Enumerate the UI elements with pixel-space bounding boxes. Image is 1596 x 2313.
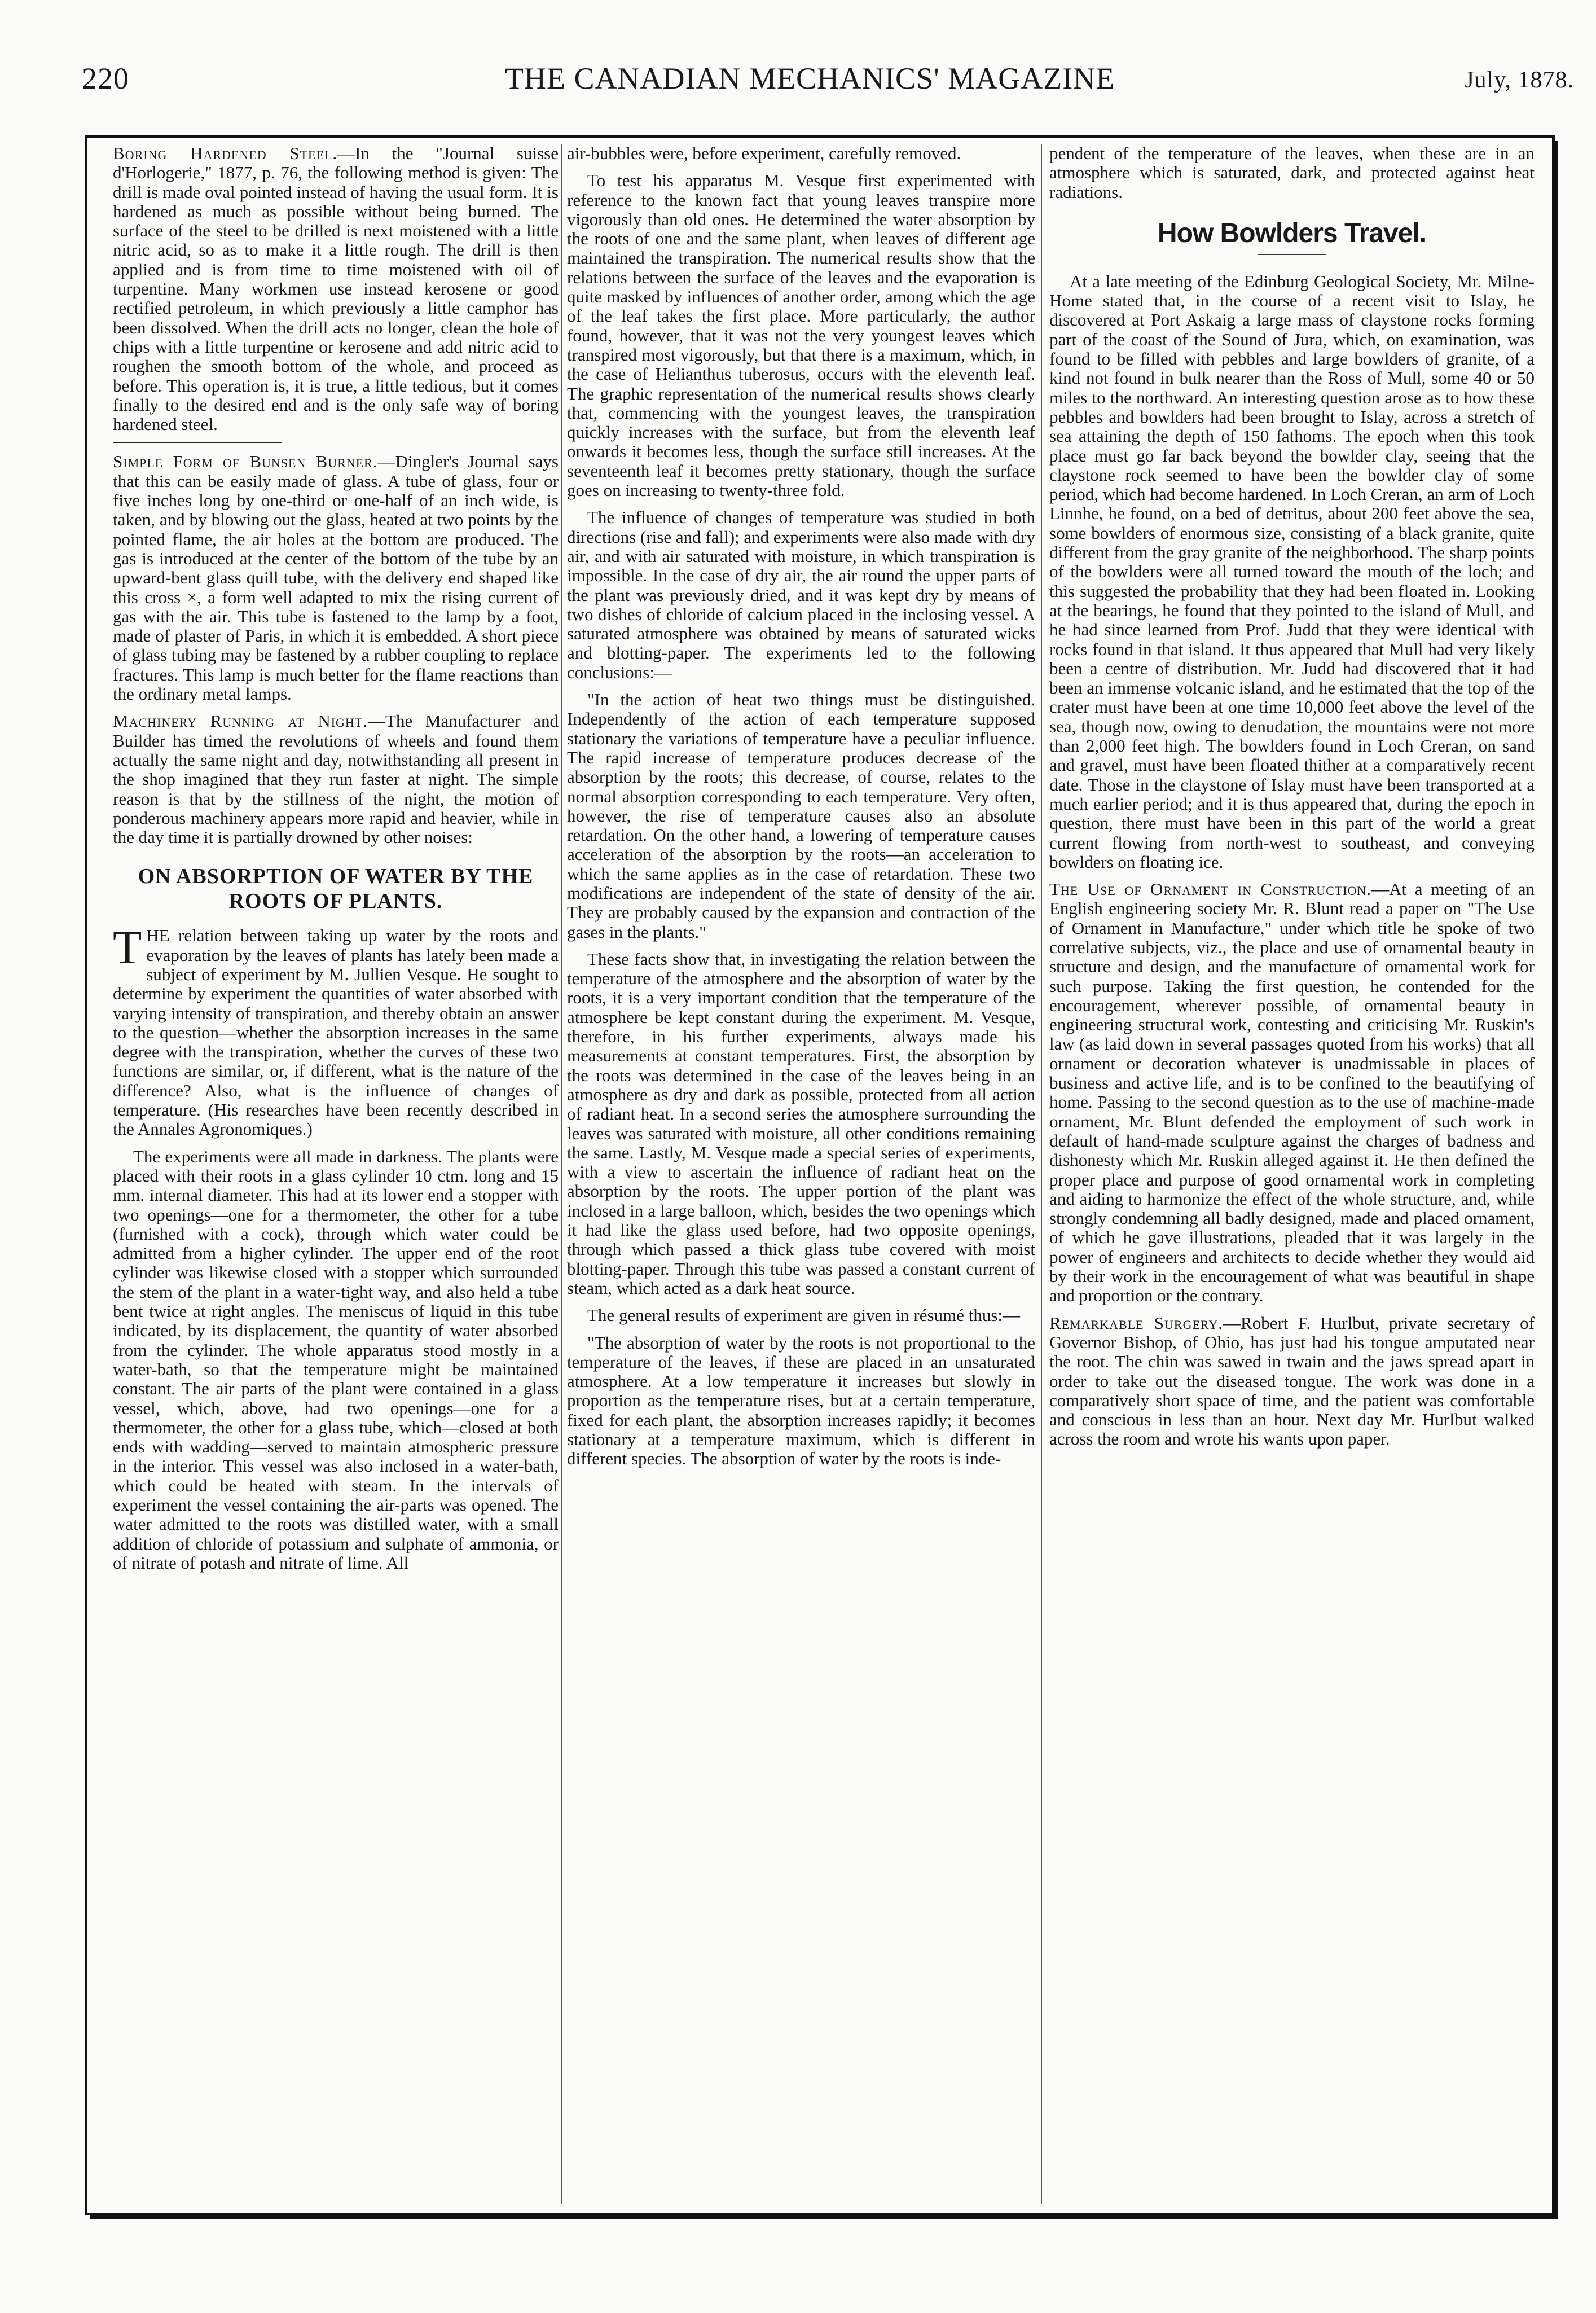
column-rule-1 <box>561 144 562 2204</box>
absorption-paragraph-7: The general results of experiment are given in résumé thus:— <box>587 1305 1020 1326</box>
column-2 <box>567 144 1035 2204</box>
article-title: Remarkable Surgery. <box>1049 1313 1224 1333</box>
absorption-quote-1: "In the action of heat two things must be distinguished. Independently of the action of each temperature supposed stationary the variations of temperature have a peculiar influence. The rapid increase of temperature produces decrease of the absorption by the roots; this decrease, of course, relates to the normal absorption corresponding to each temperature. Very often, however, the rise of temperature causes also an absolute retardation. On the other hand, a lowering of temperature causes acceleration of the absorption by the roots—an acceleration to which the same applies as in the case of retardation. These two modifications are independent of the state of density of the air. They are probably caused by the expansion and contraction of the gases in the plants." <box>567 690 1035 942</box>
issue-date: July, 1878. <box>1465 67 1574 93</box>
article-body: —At a meeting of an English engineering society Mr. R. Blunt read a paper on "The Use of Ornament in Manufacture," under which title he spoke of two correlative subjects, viz., the place and use of ornamental beauty in structure and design, and the manufacture of ornamental work for such purpose. Taking the first question, he contended for the encouragement, wherever possible, of ornamental beauty in engineering structural work, contesting and criticising Mr. Ruskin's law (as laid down in several passages quoted from his works) that all ornament or decoration whatever is unadmissable in places of business and active life, and is to be confined to the beautifying of home. Passing to the second question as to the use of machine-made ornament, Mr. Blunt defended the employment of such work in default of hand-made sculpture against the charges of badness and dishonesty which Mr. Ruskin alleged against it. He then defined the proper place and purpose of good ornamental work in completing and aiding to harmonize the effect of the whole structure, and, while strongly condemning all badly designed, made and placed ornament, of which he gave illustrations, pleaded that it was largely in the power of engineers and architects to decide whether they would aid by their work in the encouragement of what was beautiful in shape and proportion or the contrary. <box>1049 879 1535 1306</box>
magazine-title: THE CANADIAN MECHANICS' MAGAZINE <box>505 62 1115 95</box>
absorption-paragraph-6: These facts show that, in investigating the relation between the temperature of the atmosphere and the absorption of water by the roots, it is a very important condition that the temperature of the atmosphere be kept constant during the experiment. M. Vesque, therefore, in his further experiments, always made his measurements at constant temperatures. First, the absorption by the roots was determined in the case of the leaves being in an atmosphere as dry and dark as possible, protected from all action of radiant heat. In a second series the atmosphere surrounding the leaves was saturated with moisture, all other conditions remaining the same. Lastly, M. Vesque made a special series of experiments, with a view to ascertain the influence of radiant heat on the absorption by the roots. The upper portion of the plant was inclosed in a large balloon, which, besides the two openings which it had like the glass used before, had two opposite openings, through which passed a thick glass tube covered with moist blotting-paper. Through this tube was passed a constant current of steam, which acted as a dark heat source. <box>567 949 1035 1298</box>
bowlders-text: At a late meeting of the Edinburg Geological Society, Mr. Milne-Home stated that, in the course of a recent visit to Islay, he discovered at Port Askaig a large mass of claystone rocks forming part of the coast of the Sound of Jura, which, on examination, was found to be filled with pebbles and large bowlders of granite, of a kind not found in bulk nearer than the Ross of Mull, some 40 or 50 miles to the northward. An interesting question arose as to how these pebbles and bowlders had been brought to Islay, across a stretch of sea attaining the depth of 150 fathoms. The epoch when this took place must go far back beyond the bowlder clay, seeing that the claystone rock seemed to have been the bowlder clay of some period, which had become hardened. In Loch Creran, an arm of Loch Linnhe, he found, on a bed of detritus, about 200 feet above the sea, some bowlders of enormous size, consisting of a black granite, quite different from the gray granite of the neighborhood. The sharp points of the bowlders were all turned toward the mouth of the loch; and this suggested the probability that they had been floated in. Looking at the bearings, he found that they pointed to the island of Mull, and he had since learned from Prof. Judd that they were identical with rocks found in that island. It thus appeared that Mull had very likely been a centre of distribution. Mr. Judd had discovered that it had been an immense volcanic island, and he estimated that the top of the crater must have been at one time 10,000 feet above the level of the sea, though now, owing to denudation, the mountains were not more than 2,000 feet high. The bowlders found in Loch Creran, on sand and gravel, must have been floated thither at a comparatively recent date. Those in the claystone of Islay must have been transported at a much earlier period; and it is thus appeared that, during the epoch in question, there must have been in this part of the world a great current flowing from north-west to southeast, and conveying bowlders on floating ice. <box>1049 271 1535 872</box>
absorption-heading: ON ABSORPTION OF WATER BY THE ROOTS OF PLANTS. <box>138 864 534 914</box>
absorption-paragraph-5: The influence of changes of temperature was studied in both directions (rise and fall); and experiments were also made with dry air, and with air saturated with moisture, in which transpiration is impossible. In the case of dry air, the air round the upper parts of the plant was previously dried, and it was kept dry by means of two dishes of chloride of calcium placed in the inclosing vessel. A saturated atmosphere was obtained by means of saturated wicks and blotting-paper. The experiments led to the following conclusions:— <box>567 507 1035 682</box>
article-title: The Use of Ornament in Construction. <box>1049 879 1372 899</box>
absorption-paragraph-2: The experiments were all made in darkness. The plants were placed with their roots in a glass cylinder 10 ctm. long and 15 mm. internal diameter. This had at its lower end a stopper with two openings—one for a thermometer, the other for a tube (furnished with a cock), through which water could be admitted from a higher cylinder. The upper end of the root cylinder was likewise closed with a stopper which surrounded the stem of the plant in a water-tight way, and also held a tube bent twice at right angles. The meniscus of liquid in this tube indicated, by its displacement, the quantity of water absorbed from the cylinder. The whole apparatus stood mostly in a water-bath, so that the temperature might be maintained constant. The air parts of the plant were contained in a glass vessel, which, above, had two openings—one for a thermometer, the other for a glass tube, which—closed at both ends with wadding—served to maintain atmospheric pressure in the interior. This vessel was also inclosed in a water-bath, which could be heated with steam. In the intervals of experiment the vessel containing the air-parts was opened. The water admitted to the roots was distilled water, with a small addition of chloride of potassium and sulphate of ammonia, or of nitrate of potash and nitrate of lime. All <box>113 1146 559 1573</box>
article-boring-steel <box>113 144 559 434</box>
article-surgery <box>1049 1314 1535 1449</box>
page-number: 220 <box>82 62 129 95</box>
article-title: Boring Hardened Steel. <box>113 144 338 163</box>
article-title: Machinery Running at Night. <box>113 711 368 731</box>
absorption-paragraph-8: pendent of the temperature of the leaves, when these are in an atmosphere which is saturated, dark, and protected against heat radiations. <box>1049 144 1535 202</box>
absorption-quote-2: "The absorption of water by the roots is not proportional to the temperature of the leaves, if these are placed in an unsaturated atmosphere. At a low temperature it increases but slowly in proportion as the temperature rises, but at a certain temperature, fixed for each plant, the absorption increases rapidly; it becomes stationary at a temperature maximum, which is different in different species. The absorption of water by the roots is inde- <box>567 1332 1035 1469</box>
frame-shadow-bottom <box>90 2213 1558 2219</box>
column-1 <box>113 144 559 2204</box>
frame-shadow-right <box>1553 141 1558 2215</box>
drop-cap: T <box>113 921 142 975</box>
article-bunsen-burner <box>113 452 559 704</box>
page-header <box>59 61 1591 106</box>
absorption-paragraph-3: air-bubbles were, before experiment, carefully removed. <box>567 144 961 163</box>
column-rule-2 <box>1041 144 1042 2204</box>
article-machinery-night <box>113 712 559 847</box>
paragraph-text: HE relation between taking up water by the roots and evaporation by the leaves of plants has lately been made a subject of experiment by M. Jullien Vesque. He sought to determine by experiment the quantities of water absorbed with varying intensity of transpiration, and thereby obtain an answer to the question—whether the absorption increases in the same degree with the transpiration, whether the curves of these two functions are similar, or, if different, what is the nature of the difference? Also, what is the influence of changes of temperature. (His researches have been recently described in the Annales Agronomiques.) <box>113 925 559 1139</box>
article-title: Simple Form of Bunsen Burner. <box>113 451 378 472</box>
article-body: —Robert F. Hurlbut, private secretary of Governor Bishop, of Ohio, has just had his tongue amputated near the root. The chin was sawed in twain and the jaws spread apart in order to take out the diseased tongue. The work was done in a comparatively short space of time, and the patient was comfortable and conscious in less than an hour. Next day Mr. Hurlbut walked across the room and wrote his wants upon paper. <box>1049 1313 1535 1449</box>
article-body: —In the "Journal suisse d'Horlogerie," 1877, p. 76, the following method is given: The drill is made oval pointed instead of having the usual form. It is hardened as much as possible without being burned. The surface of the steel to be drilled is next moistened with a little nitric acid, so as to make it a little rough. The drill is then applied and is from time to time moistened with oil of turpentine. Many workmen use instead kerosene or good rectified petroleum, in which previously a little camphor has been dissolved. When the drill acts no longer, clean the hole of chips with a little turpentine or kerosene and add nitric acid to roughen the smooth bottom of the whole, and proceed as before. This operation is, it is true, a little tedious, but it comes finally to the desired end and is the only safe way of boring hardened steel. <box>113 144 559 434</box>
column-3 <box>1049 144 1535 2204</box>
article-ornament <box>1049 880 1535 1306</box>
bowlders-heading: How Bowlders Travel. <box>1157 218 1427 248</box>
article-body: —The Manufacturer and Builder has timed the revolutions of wheels and found them actually the same night and day, notwithstanding all present in the shop imagined that they run faster at night. The simple reason is that by the stillness of the night, the motion of ponderous machinery appears more rapid and heavier, while in the day time it is partially drowned by other noises: <box>113 711 559 848</box>
heading-rule <box>1258 254 1326 255</box>
absorption-paragraph-4: To test his apparatus M. Vesque first experimented with reference to the known fact that young leaves transpire more vigorously than old ones. He determined the water absorption by the roots of one and the same plant, when leaves of different age maintained the transpiration. The numerical results show that the relations between the surface of the leaves and the evaporation is quite masked by influences of another order, among which the age of the leaf takes the first place. More particularly, the author found, however, that it was not the very youngest leaves which transpired most vigorously, but that there is a maximum, which, in the case of Helianthus tuberosus, occurs with the eleventh leaf. The graphic representation of the numerical results shows clearly that, commencing with the youngest leaves, the transpiration quickly increases with the surface, but from the eleventh leaf onwards it becomes less, though the surface still increases. At the seventeenth leaf it becomes pretty stationary, though the surface goes on increasing to twenty-three fold. <box>567 170 1035 501</box>
article-body: —Dingler's Journal says that this can be easily made of glass. A tube of glass, four or five inches long by one-third or one-half of an inch wide, is taken, and by blowing out the glass, heated at two points by the pointed flame, the air holes at the bottom are produced. The gas is introduced at the center of the bottom of the tube by an upward-bent glass quill tube, with the delivery end shaped like this cross ×, a form well adapted to mix the rising current of gas with the air. This tube is fastened to the lamp by a foot, made of plaster of Paris, in which it is embedded. A short piece of glass tubing may be fastened by a rubber coupling to replace fractures. This lamp is much better for the flame reactions than the ordinary metal lamps. <box>113 451 559 704</box>
absorption-paragraph-1 <box>113 921 559 1139</box>
separator <box>113 442 282 443</box>
